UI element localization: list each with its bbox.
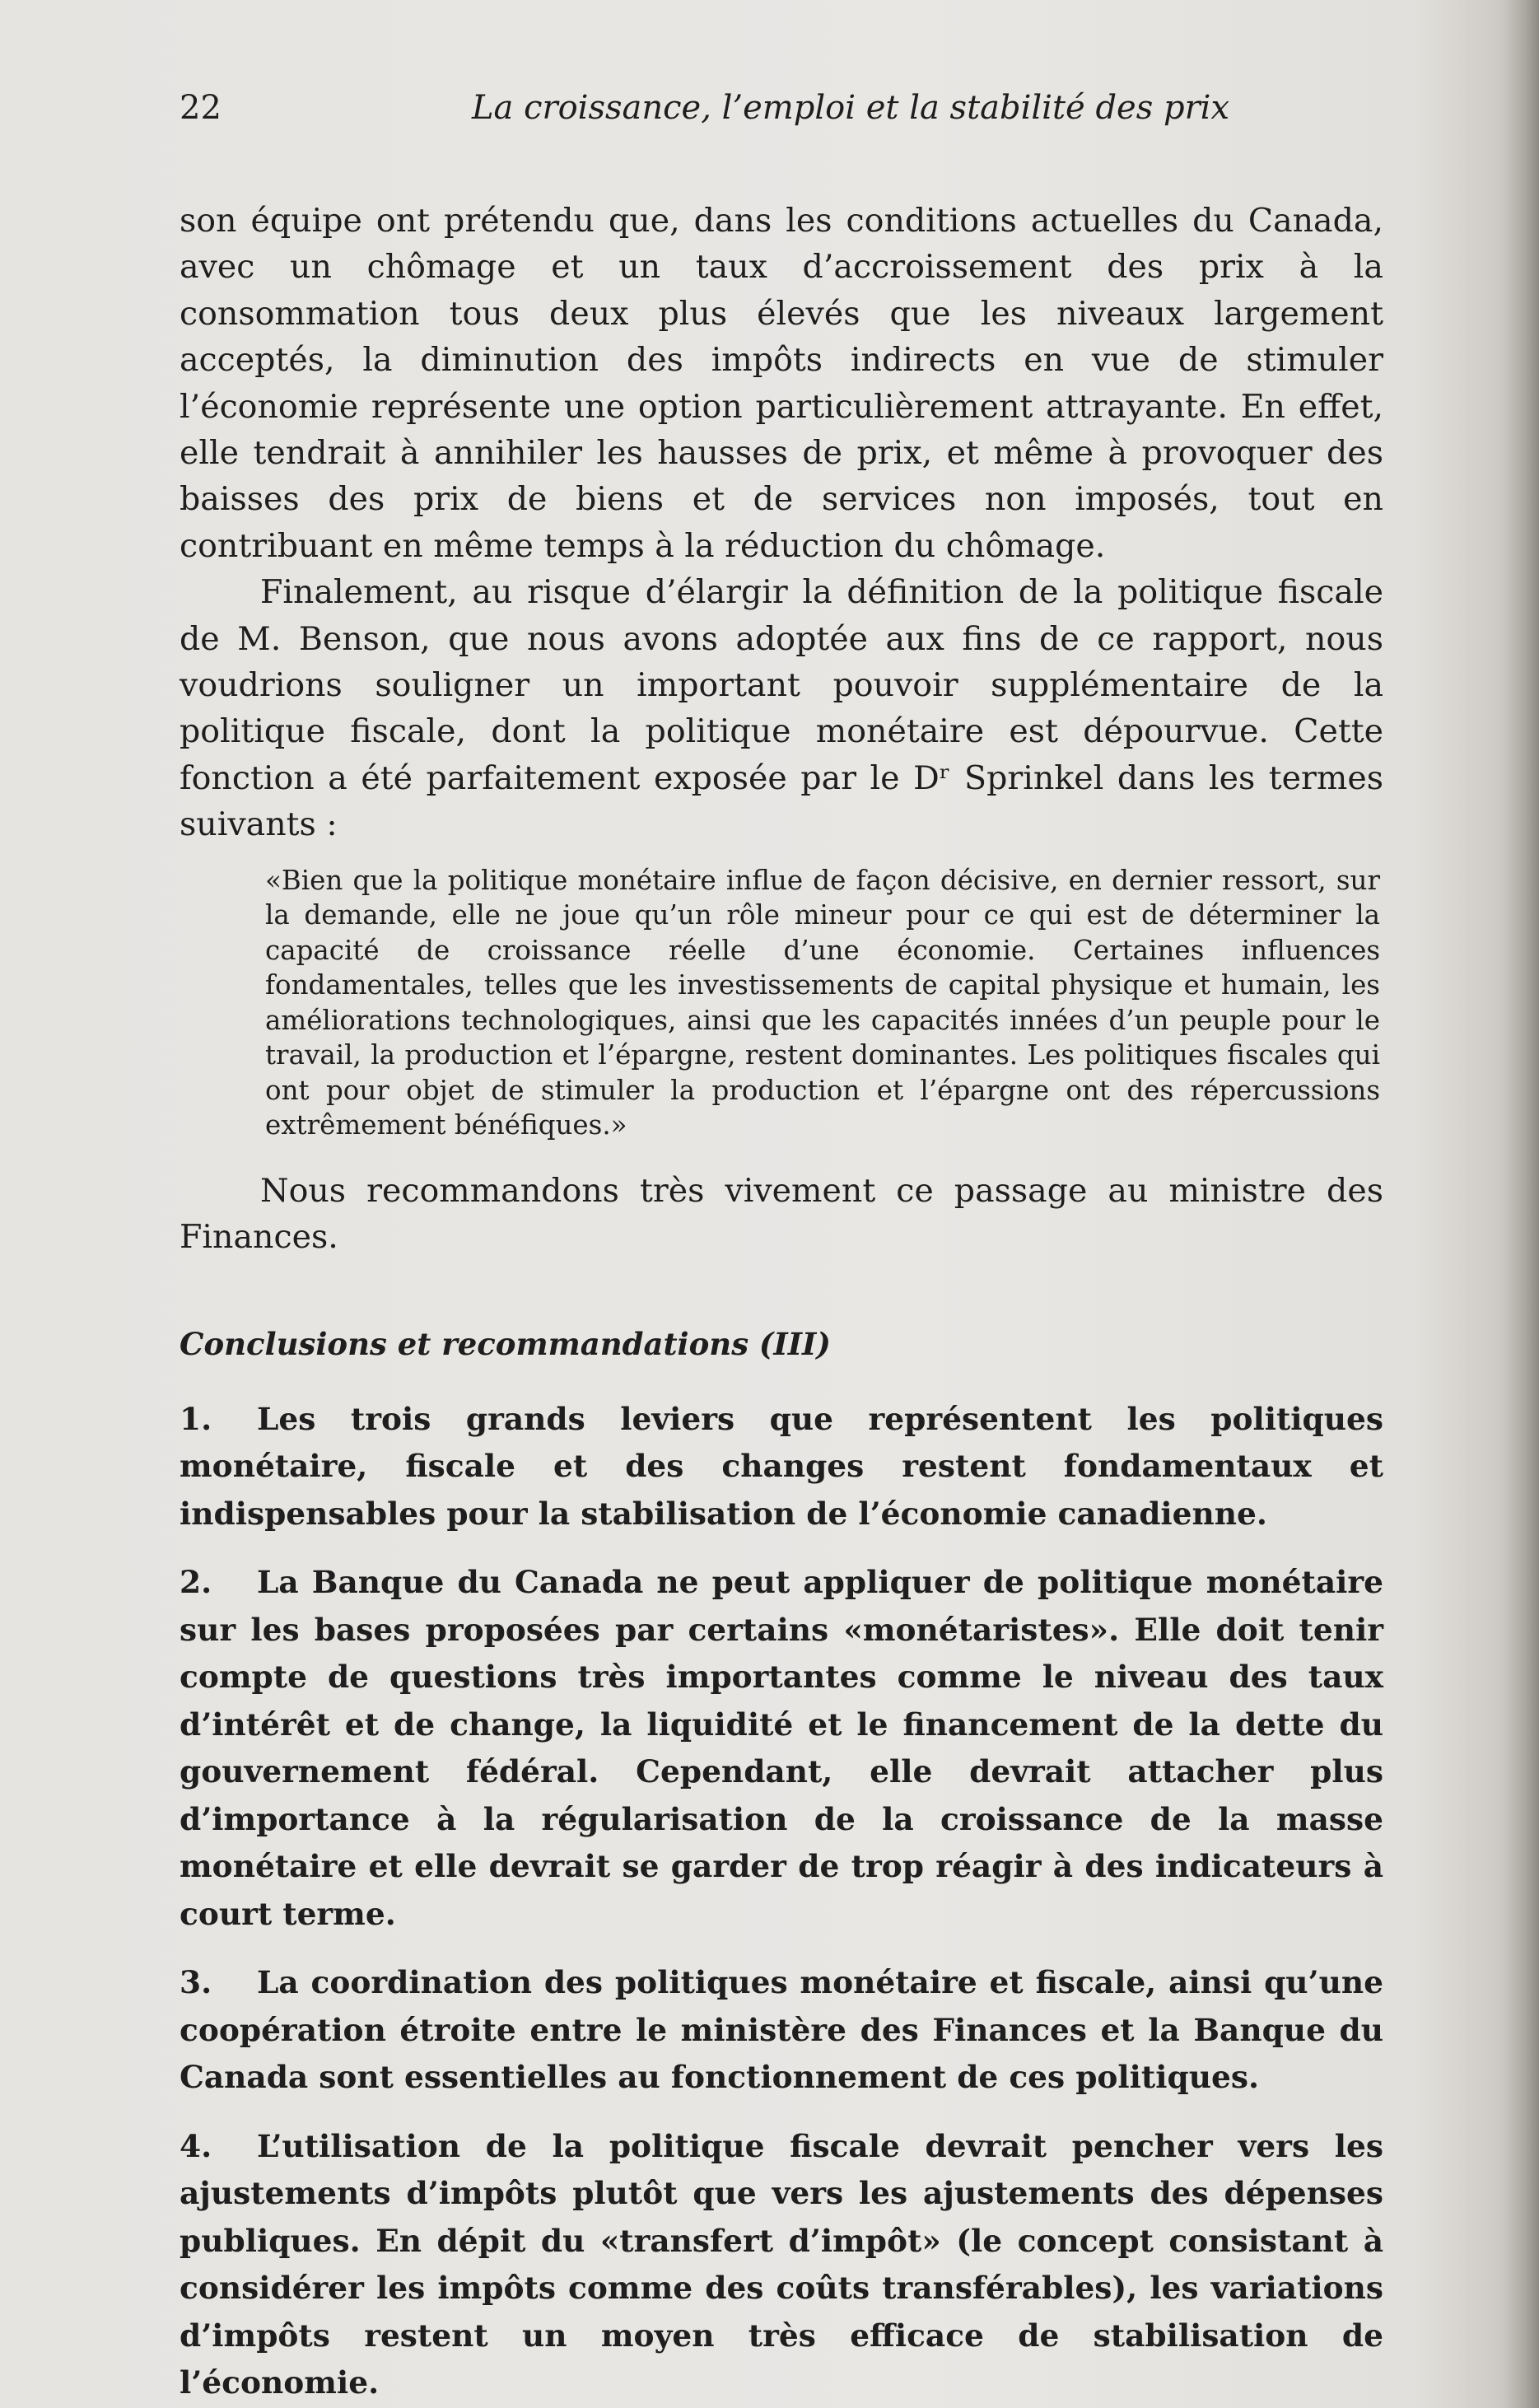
page-body bbox=[180, 198, 1383, 2407]
block-quote: «Bien que la politique monétaire influe de façon décisive, en dernier ressort, sur la demande, elle ne joue qu’un rôle mineur pour ce qui est de déterminer la capacité de croissance réelle d’une économie. Certaines influences fondamentales, telles que les investissements de capital physique et humain, les améliorations technologiques, ainsi que les capacités innées d’un peuple pour le travail, la production et l’épargne, restent dominantes. Les politiques fiscales qui ont pour objet de stimuler la production et l’épargne ont des répercussions extrêmement bénéfiques.» bbox=[265, 864, 1380, 1141]
recommendation-number: 4. bbox=[180, 2127, 212, 2164]
page-number: 22 bbox=[180, 89, 222, 127]
paragraph-finalement: Finalement, au risque d’élargir la définition de la politique fiscale de M. Benson, que nous avons adoptée aux fins de ce rapport, nous voudrions souligner un important pouvoir supplémentaire de la politique fiscale, dont la politique monétaire est dépourvue. Cette fonction a été parfaitement exposée par le Dʳ Sprinkel dans les termes suivants : bbox=[180, 573, 1383, 844]
page-edge-shadow bbox=[1504, 0, 1539, 2408]
recommendation-number: 2. bbox=[180, 1564, 212, 1600]
recommendation-text: Les trois grands leviers que représentent les politiques monétaire, fiscale et des changes restent fondamentaux et indispensables pour la stabilisation de l’économie canadienne. bbox=[180, 1400, 1383, 1532]
recommendation-item bbox=[180, 1959, 1383, 2102]
page-header bbox=[180, 89, 1398, 138]
paragraph-continued: son équipe ont prétendu que, dans les conditions actuelles du Canada, avec un chômage et un taux d’accroissement des prix à la consommation tous deux plus élevés que les niveaux largement acceptés, la diminution des impôts indirects en vue de stimuler l’économie représente une option particulièrement attrayante. En effet, elle tendrait à annihiler les hausses de prix, et même à provoquer des baisses des prix de biens et de services non imposés, tout en contribuant en même temps à la réduction du chômage. bbox=[180, 202, 1383, 565]
recommendation-number: 1. bbox=[180, 1400, 212, 1437]
recommendation-item bbox=[180, 2123, 1383, 2407]
recommendation-number: 3. bbox=[180, 1964, 212, 2000]
recommendation-text: La coordination des politiques monétaire et fiscale, ainsi qu’une coopération étroite entre le ministère des Finances et la Banque du Canada sont essentielles au fonctionnement de ces politiques. bbox=[180, 1964, 1383, 2095]
recommendation-text: L’utilisation de la politique fiscale devrait pencher vers les ajustements d’impôts plutôt que vers les ajustements des dépenses publiques. En dépit du «transfert d’impôt» (le concept consistant à considérer les impôts comme des coûts transférables), les variations d’impôts restent un moyen très efficace de stabilisation de l’économie. bbox=[180, 2127, 1383, 2401]
recommendation-item bbox=[180, 1396, 1383, 1538]
paragraph-recommendation-note: Nous recommandons très vivement ce passage au ministre des Finances. bbox=[180, 1171, 1383, 1257]
recommendation-item bbox=[180, 1559, 1383, 1938]
recommendation-text: La Banque du Canada ne peut appliquer de politique monétaire sur les bases proposées par certains «monétaristes». Elle doit tenir compte de questions très importantes comme le niveau des taux d’intérêt et de change, la liquidité et le financement de la dette du gouvernement fédéral. Cependant, elle devrait attacher plus d’importance à la régularisation de la croissance de la masse monétaire et elle devrait se garder de trop réagir à des indicateurs à court terme. bbox=[180, 1564, 1383, 1932]
running-title: La croissance, l’emploi et la stabilité des prix bbox=[471, 89, 1230, 127]
section-heading: Conclusions et recommandations (III) bbox=[180, 1325, 831, 1362]
